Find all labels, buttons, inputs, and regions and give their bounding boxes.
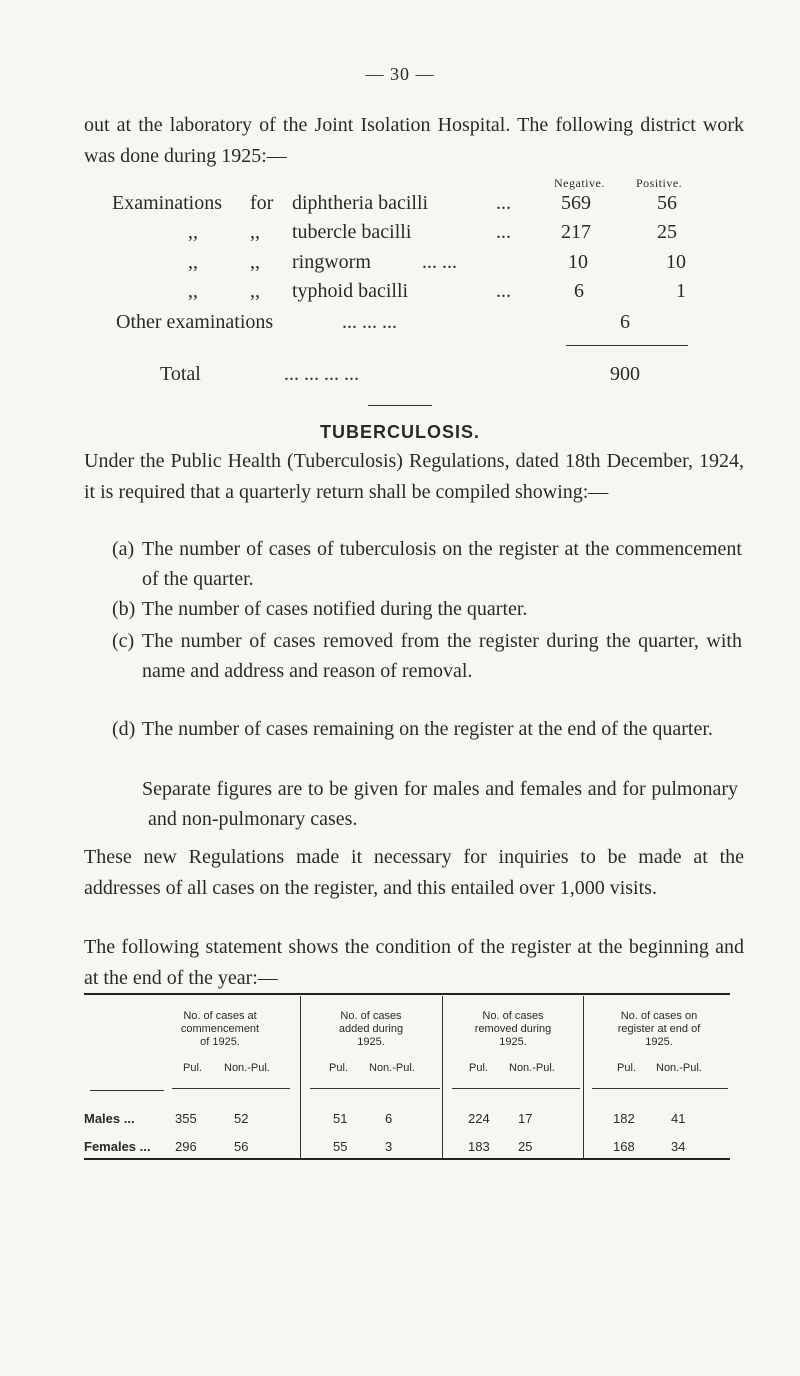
header-line: added during [338,1023,404,1035]
row-label: Females ... [84,1139,151,1154]
column-group-header [304,1010,438,1049]
header-line: 1925. [357,1036,385,1048]
table-bottom-rule [84,1158,730,1160]
pul-subheader: Pul. [183,1062,202,1074]
subheader-rule [172,1088,290,1089]
item-label: (c) [112,630,135,652]
other-label: Other examinations [116,311,274,333]
list-item [112,534,742,594]
header-line: No. of cases at [183,1010,257,1022]
page-number: — 30 — [365,64,435,84]
positive-header: Positive. [636,176,683,190]
row-label: Males ... [84,1111,135,1126]
pul-subheader: Pul. [469,1062,488,1074]
table-cell: 56 [234,1139,249,1154]
table-cell: 34 [671,1139,686,1154]
subheader-rule [592,1088,728,1089]
table-cell: 41 [671,1111,686,1126]
new-regulations-paragraph: These new Regulations made it necessary for inquiries to be made at the addresses of all cases on the register, and this entailed over 1,000 visits. [84,846,744,899]
table-cell: 55 [333,1139,348,1154]
positive-value: 56 [657,192,677,214]
regulations-paragraph: Under the Public Health (Tuberculosis) Regulations, dated 18th December, 1924, it is required that a quarterly return shall be compiled showing:— [84,450,744,503]
negative-value: 569 [561,192,591,214]
statement-paragraph: The following statement shows the condition of the register at the beginning and at the end of the year:— [84,936,744,989]
positive-value: 10 [666,251,686,273]
table-cell: 168 [613,1139,635,1154]
lab-row [112,192,712,220]
item-label: (d) [112,718,136,740]
table-cell: 52 [234,1111,249,1126]
table-cell: 3 [385,1139,393,1154]
ditto-mark: ,, [250,251,260,273]
nonpul-subheader: Non.-Pul. [509,1062,555,1074]
leader-dots: ... ... ... [342,311,397,333]
lab-row [112,280,712,308]
row-label: tubercle bacilli [292,221,412,243]
header-line: of 1925. [200,1036,240,1048]
header-line: removed during [474,1023,552,1035]
table-cell: 17 [518,1111,533,1126]
item-text: The number of cases remaining on the register at the end of the quarter. [142,718,713,740]
nonpul-subheader: Non.-Pul. [224,1062,270,1074]
item-text: The number of cases of tuberculosis on the register at the commencement of the quarter. [142,538,742,590]
row-label: diphtheria bacilli [292,192,429,214]
header-line: No. of cases on [620,1010,698,1022]
header-line: 1925. [499,1036,527,1048]
table-top-rule [84,993,730,995]
total-label: Total [160,363,201,385]
list-item [112,626,742,686]
ditto-mark: ,, [250,221,260,243]
row-label: typhoid bacilli [292,280,409,302]
other-value: 6 [620,311,630,333]
table-cell: 25 [518,1139,533,1154]
leader-dots: ... [496,221,511,243]
item-text: The number of cases notified during the quarter. [142,598,528,620]
header-line: commencement [180,1023,260,1035]
leader-dots: ... [496,192,511,214]
negative-value: 6 [574,280,584,302]
column-divider [442,996,443,1158]
total-row [160,363,760,391]
item-label: (b) [112,598,136,620]
header-line: register at end of [617,1023,701,1035]
ditto-mark: ,, [188,251,198,273]
negative-header: Negative. [554,176,605,190]
row-label: for [250,192,274,214]
subheader-rule [90,1090,164,1091]
lab-row [112,221,712,249]
column-divider [583,996,584,1158]
column-group-header [587,1010,731,1049]
item-text: The number of cases removed from the register during the quarter, with name and address and reason of removal. [142,630,742,682]
positive-value: 25 [657,221,677,243]
table-cell: 296 [175,1139,197,1154]
leader-dots: ... [496,280,511,302]
nonpul-subheader: Non.-Pul. [656,1062,702,1074]
positive-value: 1 [676,280,686,302]
lab-row [112,251,712,279]
table-cell: 355 [175,1111,197,1126]
column-group-header [150,1010,290,1049]
row-label: ringworm [292,251,371,273]
list-item [112,714,742,744]
row-label: Examinations [112,192,222,214]
other-row [116,311,716,339]
section-heading: TUBERCULOSIS. [319,422,480,442]
header-line: 1925. [645,1036,673,1048]
list-item [112,594,742,624]
section-divider [368,405,432,406]
pul-subheader: Pul. [329,1062,348,1074]
negative-value: 217 [561,221,591,243]
sum-rule [566,345,688,346]
leader-dots: ... ... [422,251,457,273]
table-cell: 51 [333,1111,348,1126]
intro-paragraph: out at the laboratory of the Joint Isolation Hospital. The following district work was done during 1925:— [84,114,744,167]
table-cell: 6 [385,1111,393,1126]
subheader-rule [452,1088,580,1089]
separate-note: Separate figures are to be given for males and females and for pulmonary and non-pulmonary cases. [142,778,738,830]
negative-value: 10 [568,251,588,273]
total-value: 900 [610,363,640,385]
ditto-mark: ,, [188,221,198,243]
header-line: No. of cases [340,1010,402,1022]
leader-dots: ... ... ... ... [284,363,359,385]
header-line: No. of cases [482,1010,544,1022]
column-divider [300,996,301,1158]
table-cell: 182 [613,1111,635,1126]
subheader-rule [310,1088,440,1089]
column-group-header [446,1010,580,1049]
ditto-mark: ,, [188,280,198,302]
item-label: (a) [112,538,135,560]
table-cell: 183 [468,1139,490,1154]
pul-subheader: Pul. [617,1062,636,1074]
table-cell: 224 [468,1111,490,1126]
ditto-mark: ,, [250,280,260,302]
nonpul-subheader: Non.-Pul. [369,1062,415,1074]
